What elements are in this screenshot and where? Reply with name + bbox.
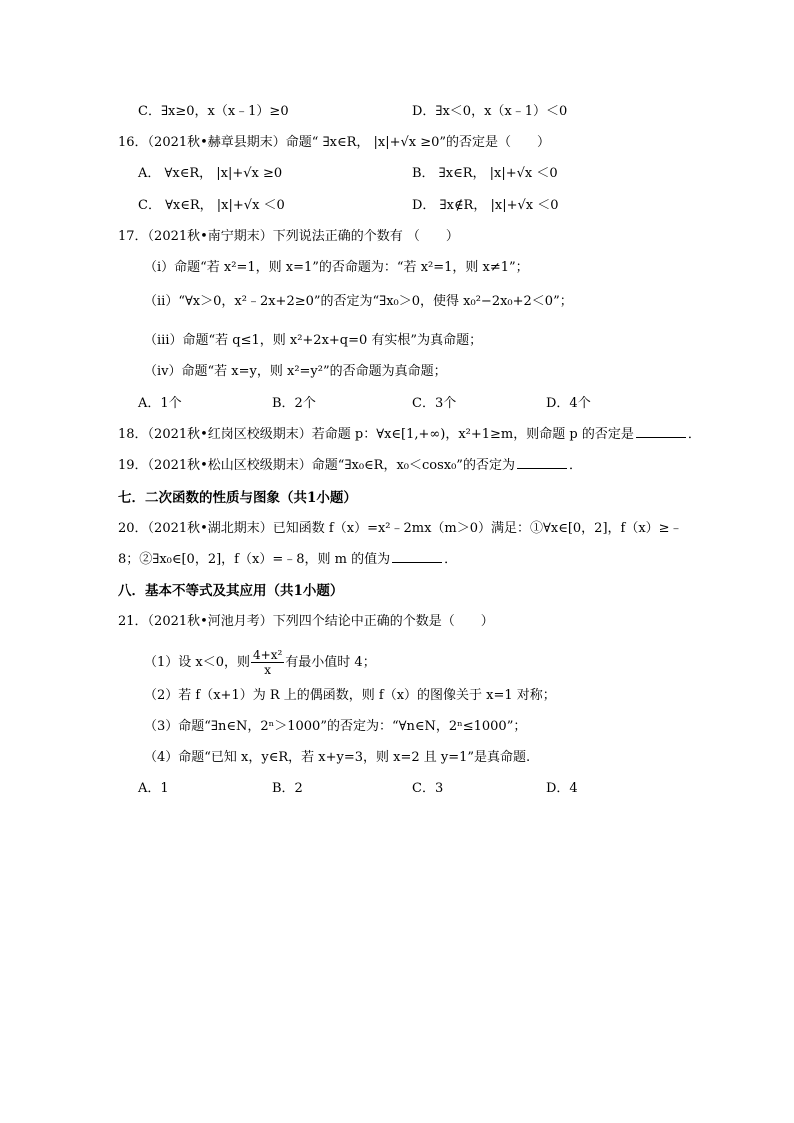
- q19-stem: 19．（2021秋•松山区校级期末）命题“∃x₀∈R，x₀＜cosx₀”的否定为: [118, 458, 515, 473]
- q20-line2: [118, 550, 457, 570]
- q20-stem-cont: 8；②∃x₀∈[0，2]，f（x）=﹣8，则 m 的值为: [118, 552, 391, 567]
- q21-option-b: B．2: [272, 781, 303, 796]
- q21-option-c: C．3: [412, 781, 444, 796]
- q19-end: ．: [568, 458, 582, 473]
- q21-option-d: D．4: [546, 781, 578, 796]
- q17-option-d: D．4个: [546, 396, 591, 411]
- q21-fraction: [251, 648, 284, 677]
- q20-line1: 20．（2021秋•湖北期末）已知函数 f（x）=x²﹣2mx（m＞0）满足：①∀x∈[0，2]，f（x）≥﹣: [118, 521, 683, 536]
- q17-option-c: C．3个: [412, 396, 457, 411]
- fraction-numerator: 4+x²: [253, 648, 283, 662]
- q18-answer-blank[interactable]: [636, 425, 686, 438]
- q16-option-d: D． ∃x∉R， |x|+√x ＜0: [412, 198, 559, 213]
- q21-option-a: A．1: [138, 781, 169, 796]
- q21-statement-4: （4）命题“已知 x，y∈R，若 x+y=3，则 x=2 且 y=1”是真命题.: [144, 750, 531, 765]
- q21-statement-2: （2）若 f（x+1）为 R 上的偶函数，则 f（x）的图像关于 x=1 对称；: [144, 688, 556, 703]
- q21-s1-prefix: （1）设 x＜0，则: [144, 655, 251, 670]
- q19-answer-blank[interactable]: [517, 456, 567, 469]
- q17-option-a: A．1个: [138, 396, 182, 411]
- q17-item-i: （ⅰ）命题“若 x²=1，则 x=1”的否命题为：“若 x²=1，则 x≠1”；: [144, 260, 529, 275]
- q17-item-iii: （ⅲ）命题“若 q≤1，则 x²+2x+q=0 有实根”为真命题；: [144, 333, 483, 348]
- q16-stem: 16．（2021秋•赫章县期末）命题“ ∃x∈R， |x|+√x ≥0”的否定是（ ）: [118, 135, 551, 150]
- q20-answer-blank[interactable]: [392, 550, 442, 563]
- q21-stem: 21．（2021秋•河池月考）下列四个结论中正确的个数是（ ）: [118, 614, 494, 629]
- q17-item-ii: （ⅱ）“∀x＞0，x²﹣2x+2≥0”的否定为“∃x₀＞0，使得 x₀²−2x₀+2＜0”；: [144, 294, 573, 309]
- q21-s1-suffix: 有最小值时 4；: [285, 655, 376, 670]
- q17-stem: 17．（2021秋•南宁期末）下列说法正确的个数有 （ ）: [118, 229, 459, 244]
- q21-statement-1: [144, 648, 376, 678]
- q16-option-a: A． ∀x∈R， |x|+√x ≥0: [138, 166, 283, 181]
- q18-end: ．: [687, 427, 701, 442]
- q15-option-c: C．∃x≥0，x（x﹣1）≥0: [138, 104, 289, 119]
- q18-stem: 18．（2021秋•红岗区校级期末）若命题 p：∀x∈[1,+∞)，x²+1≥m，则命题 p 的否定是: [118, 427, 634, 442]
- q17-item-iv: （ⅳ）命题“若 x=y，则 x²=y²”的否命题为真命题；: [144, 364, 447, 379]
- fraction-denominator: x: [264, 663, 272, 677]
- q17-option-b: B．2个: [272, 396, 316, 411]
- q16-option-b: B． ∃x∈R， |x|+√x ＜0: [412, 166, 558, 181]
- q19-line: [118, 456, 582, 476]
- q15-option-d: D．∃x＜0，x（x﹣1）＜0: [412, 104, 568, 119]
- section-8-heading: 八．基本不等式及其应用（共1小题）: [118, 583, 344, 599]
- q16-option-c: C． ∀x∈R， |x|+√x ＜0: [138, 198, 285, 213]
- q21-statement-3: （3）命题“∃n∈N，2ⁿ＞1000”的否定为：“∀n∈N，2ⁿ≤1000”；: [144, 719, 527, 734]
- q18-line: [118, 425, 701, 445]
- section-7-heading: 七．二次函数的性质与图象（共1小题）: [118, 490, 357, 506]
- q20-end: ．: [444, 552, 458, 567]
